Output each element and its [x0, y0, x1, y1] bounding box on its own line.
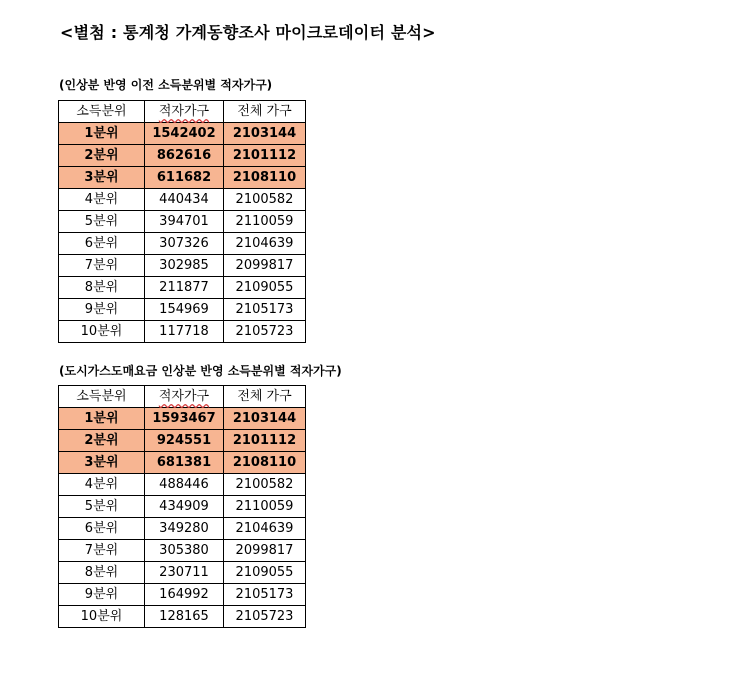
- cell-total-households: 2101112: [224, 430, 306, 452]
- cell-quintile: 6분위: [59, 518, 145, 540]
- table-row: [59, 606, 306, 628]
- table1-deficit-households-before: [58, 100, 306, 343]
- table-row: [59, 584, 306, 606]
- cell-deficit-households: 230711: [145, 562, 224, 584]
- cell-deficit-households: 1593467: [145, 408, 224, 430]
- cell-quintile: 3분위: [59, 452, 145, 474]
- header-quintile: 소득분위: [59, 101, 145, 123]
- cell-total-households: 2108110: [224, 167, 306, 189]
- cell-quintile: 5분위: [59, 211, 145, 233]
- cell-deficit-households: 434909: [145, 496, 224, 518]
- table-row: [59, 496, 306, 518]
- cell-quintile: 5분위: [59, 496, 145, 518]
- table-row: [59, 167, 306, 189]
- cell-total-households: 2110059: [224, 211, 306, 233]
- cell-deficit-households: 307326: [145, 233, 224, 255]
- cell-deficit-households: 117718: [145, 321, 224, 343]
- cell-quintile: 7분위: [59, 255, 145, 277]
- cell-total-households: 2105723: [224, 606, 306, 628]
- cell-quintile: 10분위: [59, 606, 145, 628]
- table-row: [59, 189, 306, 211]
- cell-deficit-households: 1542402: [145, 123, 224, 145]
- cell-deficit-households: 440434: [145, 189, 224, 211]
- cell-deficit-households: 164992: [145, 584, 224, 606]
- cell-total-households: 2105173: [224, 584, 306, 606]
- table-row: [59, 562, 306, 584]
- cell-total-households: 2099817: [224, 255, 306, 277]
- cell-total-households: 2104639: [224, 233, 306, 255]
- table-row: [59, 408, 306, 430]
- table-row: [59, 430, 306, 452]
- cell-deficit-households: 302985: [145, 255, 224, 277]
- table2-deficit-households-after: [58, 385, 306, 628]
- cell-quintile: 1분위: [59, 408, 145, 430]
- cell-deficit-households: 394701: [145, 211, 224, 233]
- cell-total-households: 2105173: [224, 299, 306, 321]
- cell-deficit-households: 349280: [145, 518, 224, 540]
- document-title: <별첨 : 통계청 가계동향조사 마이크로데이터 분석>: [60, 23, 436, 42]
- cell-deficit-households: 305380: [145, 540, 224, 562]
- table1-body: [59, 101, 306, 343]
- header-quintile: 소득분위: [59, 386, 145, 408]
- cell-quintile: 7분위: [59, 540, 145, 562]
- table-row: [59, 233, 306, 255]
- header-deficit: 적자가구: [158, 104, 210, 119]
- cell-quintile: 8분위: [59, 562, 145, 584]
- cell-deficit-households: 154969: [145, 299, 224, 321]
- cell-deficit-households: 924551: [145, 430, 224, 452]
- cell-deficit-households: 488446: [145, 474, 224, 496]
- cell-total-households: 2108110: [224, 452, 306, 474]
- cell-total-households: 2103144: [224, 123, 306, 145]
- cell-deficit-households: 681381: [145, 452, 224, 474]
- cell-total-households: 2109055: [224, 562, 306, 584]
- header-total: 전체 가구: [224, 101, 306, 123]
- table-row: [59, 255, 306, 277]
- cell-quintile: 3분위: [59, 167, 145, 189]
- cell-deficit-households: 862616: [145, 145, 224, 167]
- cell-total-households: 2110059: [224, 496, 306, 518]
- cell-quintile: 8분위: [59, 277, 145, 299]
- table1-caption: (인상분 반영 이전 소득분위별 적자가구): [59, 78, 273, 92]
- table-row: [59, 518, 306, 540]
- table-row: [59, 123, 306, 145]
- cell-total-households: 2101112: [224, 145, 306, 167]
- cell-total-households: 2104639: [224, 518, 306, 540]
- cell-quintile: 4분위: [59, 474, 145, 496]
- table-header-row: [59, 101, 306, 123]
- cell-total-households: 2100582: [224, 474, 306, 496]
- cell-quintile: 9분위: [59, 584, 145, 606]
- table-row: [59, 145, 306, 167]
- cell-deficit-households: 611682: [145, 167, 224, 189]
- cell-deficit-households: 211877: [145, 277, 224, 299]
- table-row: [59, 474, 306, 496]
- table-row: [59, 211, 306, 233]
- header-deficit: 적자가구: [158, 389, 210, 404]
- table-row: [59, 299, 306, 321]
- header-total: 전체 가구: [224, 386, 306, 408]
- cell-total-households: 2109055: [224, 277, 306, 299]
- cell-quintile: 2분위: [59, 145, 145, 167]
- table2-body: [59, 386, 306, 628]
- cell-quintile: 6분위: [59, 233, 145, 255]
- cell-total-households: 2099817: [224, 540, 306, 562]
- table2-caption: (도시가스도매요금 인상분 반영 소득분위별 적자가구): [59, 364, 342, 378]
- cell-total-households: 2103144: [224, 408, 306, 430]
- cell-quintile: 10분위: [59, 321, 145, 343]
- table-row: [59, 452, 306, 474]
- cell-quintile: 4분위: [59, 189, 145, 211]
- cell-quintile: 9분위: [59, 299, 145, 321]
- cell-total-households: 2100582: [224, 189, 306, 211]
- cell-quintile: 1분위: [59, 123, 145, 145]
- cell-quintile: 2분위: [59, 430, 145, 452]
- table-header-row: [59, 386, 306, 408]
- table-row: [59, 321, 306, 343]
- table-row: [59, 540, 306, 562]
- cell-deficit-households: 128165: [145, 606, 224, 628]
- table-row: [59, 277, 306, 299]
- cell-total-households: 2105723: [224, 321, 306, 343]
